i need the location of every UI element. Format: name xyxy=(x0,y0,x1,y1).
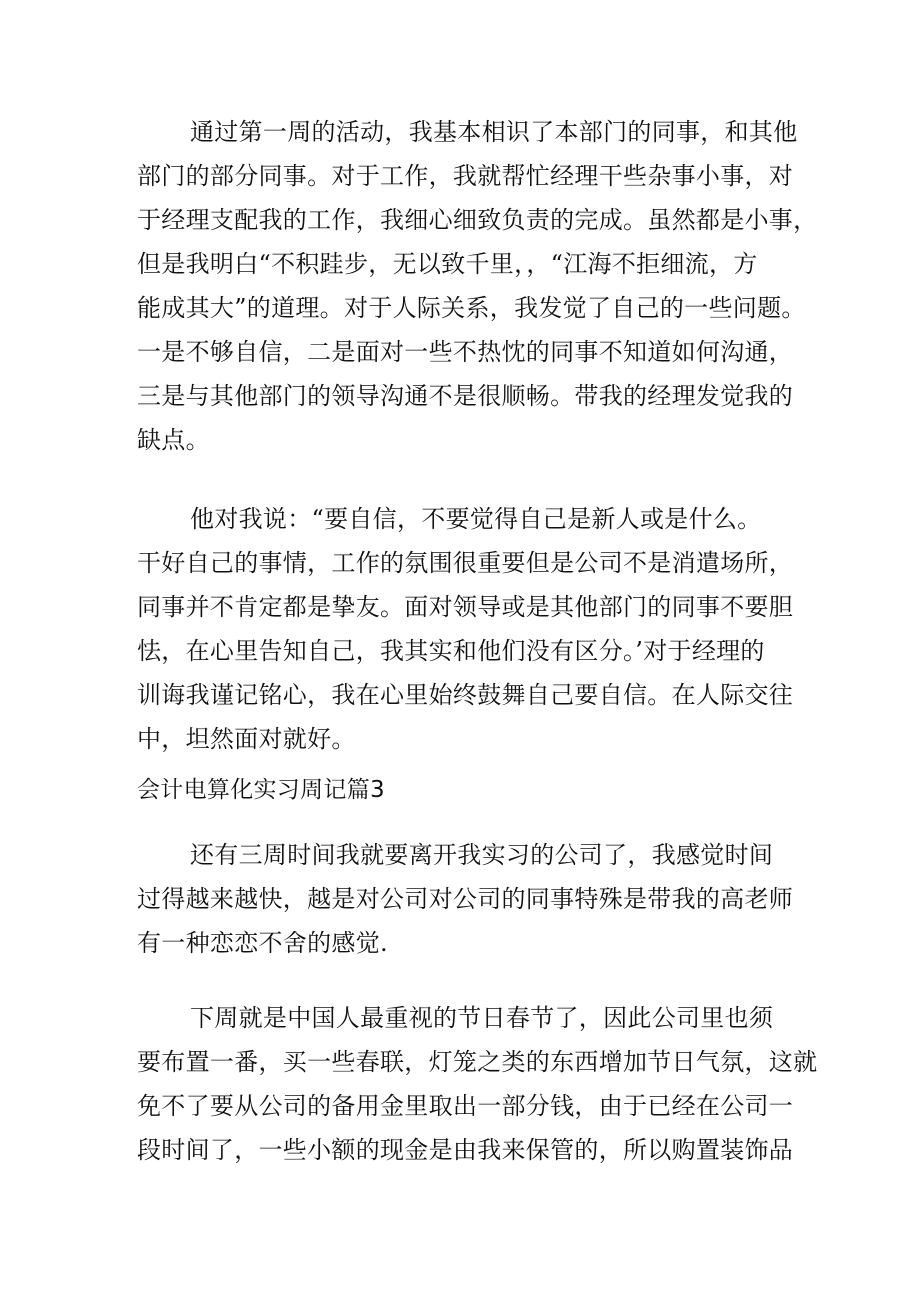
paragraph-3-line-1: 还有三周时间我就要离开我实习的公司了，我感觉时间 xyxy=(190,841,774,869)
paragraph-2-line-2: 干好自己的事情，工作的氛围很重要但是公司不是消遣场所， xyxy=(137,549,794,577)
paragraph-2-line-1: 他对我说：“要自信，不要觉得自己是新人或是什么。 xyxy=(190,505,762,533)
paragraph-1-line-4: 但是我明白“不积跬步，无以致千里，，“江海不拒细流，方 xyxy=(137,250,758,278)
paragraph-2-line-6: 中，坦然面对就好。 xyxy=(137,725,356,753)
section-heading: 会计电算化实习周记篇3 xyxy=(137,777,385,803)
paragraph-1-line-2: 部门的部分同事。对于工作，我就帮忙经理干些杂事小事，对 xyxy=(137,162,794,190)
paragraph-1-line-6: 一是不够自信，二是面对一些不热忱的同事不知道如何沟通， xyxy=(137,338,794,366)
paragraph-4-line-1: 下周就是中国人最重视的节日春节了，因此公司里也须 xyxy=(190,1004,774,1032)
paragraph-1-line-1: 通过第一周的活动，我基本相识了本部门的同事，和其他 xyxy=(190,118,798,146)
paragraph-1-line-8: 缺点。 xyxy=(137,426,210,454)
paragraph-2-line-4: 怯，在心里告知自己，我其实和他们没有区分。’对于经理的 xyxy=(137,637,765,665)
paragraph-1-line-5: 能成其大”的道理。对于人际关系，我发觉了自己的一些问题。 xyxy=(137,294,806,322)
paragraph-4-line-3: 免不了要从公司的备用金里取出一部分钱，由于已经在公司一 xyxy=(137,1092,794,1120)
paragraph-3-line-3: 有一种恋恋不舍的感觉. xyxy=(137,929,388,957)
paragraph-1-line-3: 于经理支配我的工作，我细心细致负责的完成。虽然都是小事， xyxy=(137,206,818,234)
paragraph-4-line-4: 段时间了，一些小额的现金是由我来保管的，所以购置装饰品 xyxy=(137,1136,794,1164)
paragraph-4-line-2: 要布置一番，买一些春联，灯笼之类的东西增加节日气氛，这就 xyxy=(137,1048,818,1076)
paragraph-1-line-7: 三是与其他部门的领导沟通不是很顺畅。带我的经理发觉我的 xyxy=(137,382,794,410)
paragraph-2-line-3: 同事并不肯定都是挚友。面对领导或是其他部门的同事不要胆 xyxy=(137,593,794,621)
paragraph-2-line-5: 训诲我谨记铭心，我在心里始终鼓舞自己要自信。在人际交往 xyxy=(137,681,794,709)
paragraph-3-line-2: 过得越来越快，越是对公司对公司的同事特殊是带我的高老师 xyxy=(137,885,794,913)
